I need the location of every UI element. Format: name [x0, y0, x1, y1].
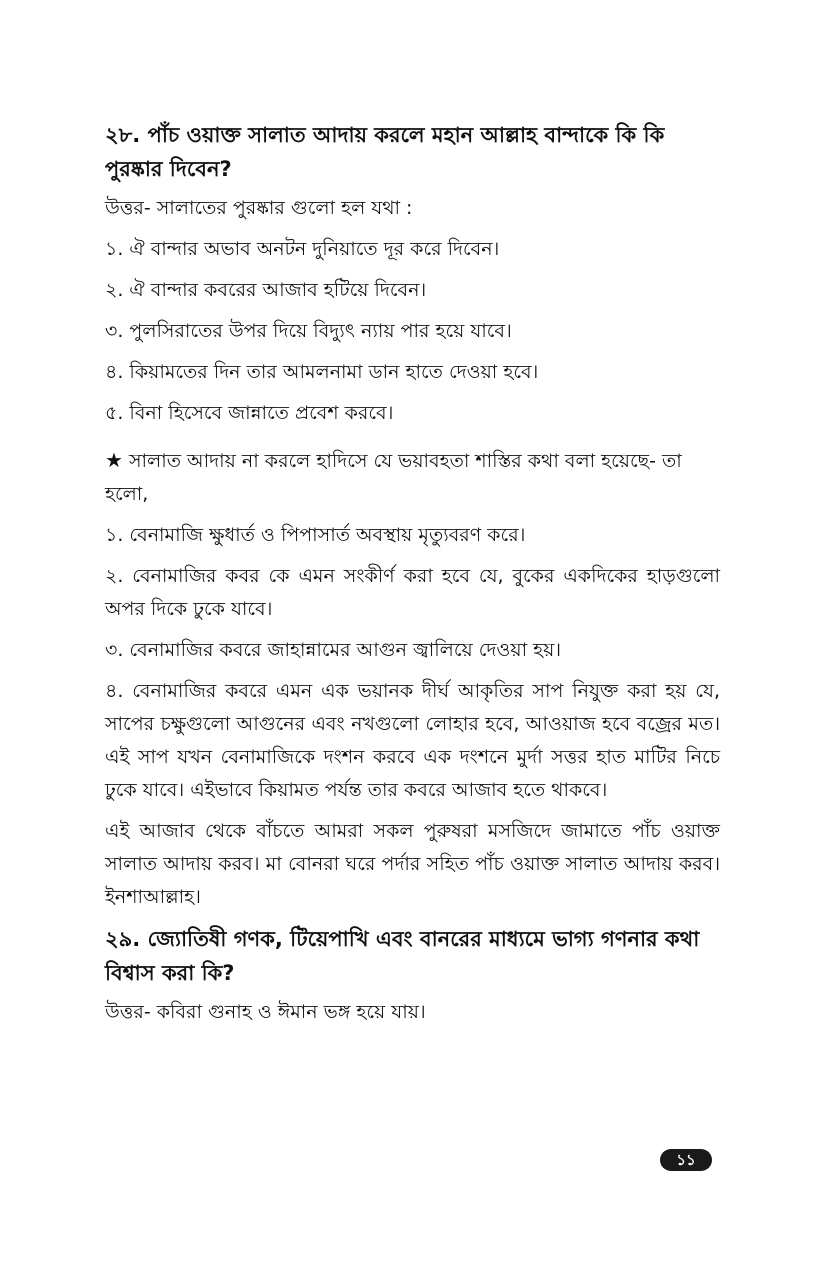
punishment-item-2: ২. বেনামাজির কবর কে এমন সংকীর্ণ করা হবে যে, বুকের একদিকের হাড়গুলো অপর দিকে ঢুকে যাবে।	[105, 565, 720, 620]
page-number-badge: ১১	[660, 1149, 712, 1171]
answer-28-intro: উত্তর- সালাতের পুরষ্কার গুলো হল যথা :	[105, 197, 413, 219]
reward-item-4: ৪. কিয়ামতের দিন তার আমলনামা ডান হাতে দেওয়া হবে।	[105, 361, 539, 383]
answer-29: উত্তর- কবিরা গুনাহ ও ঈমান ভঙ্গ হয়ে যায়।	[105, 1001, 426, 1023]
warning-heading	[105, 444, 720, 511]
star-icon: ★	[105, 448, 123, 472]
question-28: ২৮. পাঁচ ওয়াক্ত সালাত আদায় করলে মহান আল্লাহ বান্দাকে কি কি পুরষ্কার দিবেন?	[105, 123, 665, 181]
punishment-item-1: ১. বেনামাজি ক্ষুধার্ত ও পিপাসার্ত অবস্থায় মৃত্যুবরণ করে।	[105, 524, 526, 546]
warning-heading-text: সালাত আদায় না করলে হাদিসে যে ভয়াবহতা শাস্তির কথা বলা হয়েছে- তা হলো,	[105, 450, 682, 505]
warning-conclusion: এই আজাব থেকে বাঁচতে আমরা সকল পুরুষরা মসজিদে জামাতে পাঁচ ওয়াক্ত সালাত আদায় করব। মা বোনরা ঘরে পর্দার সহিত পাঁচ ওয়াক্ত সালাত আদায় করব। ইনশাআল্লাহ।	[105, 820, 720, 908]
reward-item-3: ৩. পুলসিরাতের উপর দিয়ে বিদ্যুৎ ন্যায় পার হয়ে যাবে।	[105, 320, 512, 342]
reward-item-5: ৫. বিনা হিসেবে জান্নাতে প্রবেশ করবে।	[105, 402, 394, 424]
reward-item-2: ২. ঐ বান্দার কবরের আজাব হটিয়ে দিবেন।	[105, 279, 427, 301]
punishment-item-4: ৪. বেনামাজির কবরে এমন এক ভয়ানক দীর্ঘ আকৃতির সাপ নিযুক্ত করা হয় যে, সাপের চক্ষুগুলো আগুনের এবং নখগুলো লোহার হবে, আওয়াজ হবে বজ্রের মত। এই সাপ যখন বেনামাজিকে দংশন করবে এক দংশনে মুর্দা সত্তর হাত মাটির নিচে ঢুকে যাবে। এইভাবে কিয়ামত পর্যন্ত তার কবরে আজাব হতে থাকবে।	[105, 680, 720, 801]
page-content	[105, 118, 720, 1037]
question-29: ২৯. জ্যোতিষী গণক, টিয়েপাখি এবং বানরের মাধ্যমে ভাগ্য গণনার কথা বিশ্বাস করা কি?	[105, 927, 700, 985]
reward-item-1: ১. ঐ বান্দার অভাব অনটন দুনিয়াতে দূর করে দিবেন।	[105, 238, 500, 260]
punishment-item-3: ৩. বেনামাজির কবরে জাহান্নামের আগুন জ্বালিয়ে দেওয়া হয়।	[105, 639, 562, 661]
